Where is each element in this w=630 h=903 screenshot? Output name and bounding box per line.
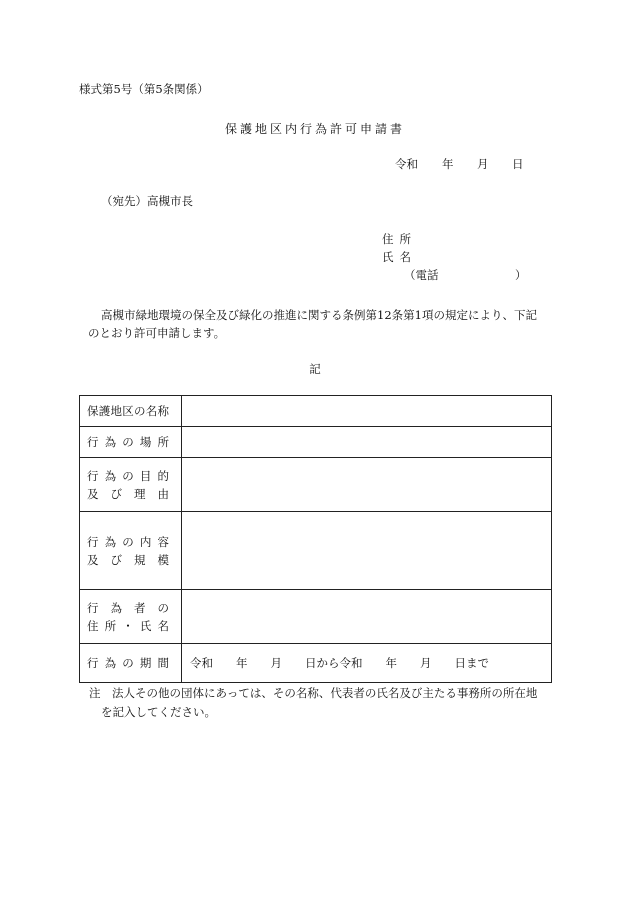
label-text: 行 為 の 目 的 xyxy=(87,468,169,483)
note-line2: を記入してください。 xyxy=(101,705,216,719)
label-text: 行 為 の 場 所 xyxy=(87,435,169,449)
applicant-phone-close: ） xyxy=(515,268,527,282)
applicant-phone-label: （電話 xyxy=(404,268,439,282)
table-row xyxy=(80,458,552,512)
form-number: 様式第5号（第5条関係） xyxy=(79,82,209,96)
table-row xyxy=(80,590,552,644)
body-text-line2: のとおり許可申請します。 xyxy=(88,326,226,340)
label-text: 行 為 者 の xyxy=(87,600,169,615)
body-text-line1: 高槻市緑地環境の保全及び緑化の推進に関する条例第12条第1項の規定により、下記 xyxy=(101,308,537,322)
table-row xyxy=(80,396,552,427)
addressee: （宛先）高槻市長 xyxy=(101,194,193,208)
document-title: 保護地区内行為許可申請書 xyxy=(224,122,405,136)
row-value[interactable] xyxy=(182,458,552,512)
row-label xyxy=(80,590,182,644)
period-text: 令和 年 月 日から令和 年 月 日まで xyxy=(190,656,489,670)
label-text: 行 為 の 内 容 xyxy=(87,534,169,549)
row-label xyxy=(80,427,182,458)
row-value[interactable] xyxy=(182,396,552,427)
date-year-label: 年 xyxy=(442,157,454,171)
table-row xyxy=(80,644,552,683)
date-day-label: 日 xyxy=(512,157,524,171)
label-text: 保 護 地 区 の 名 称 xyxy=(87,404,169,418)
row-label xyxy=(80,512,182,590)
row-value[interactable] xyxy=(182,644,552,683)
row-label xyxy=(80,644,182,683)
note-line1: 注 法人その他の団体にあっては、その名称、代表者の氏名及び主たる事務所の所在地 xyxy=(89,686,538,700)
label-text: 及 び 理 由 xyxy=(87,486,169,501)
table-row xyxy=(80,427,552,458)
date-month-label: 月 xyxy=(477,157,489,171)
row-label xyxy=(80,458,182,512)
label-text: 行 為 の 期 間 xyxy=(87,656,169,670)
row-label xyxy=(80,396,182,427)
application-table xyxy=(79,395,552,683)
row-value[interactable] xyxy=(182,427,552,458)
label-text: 及 び 規 模 xyxy=(87,552,169,567)
ki-heading: 記 xyxy=(309,362,321,376)
row-value[interactable] xyxy=(182,512,552,590)
applicant-address-label: 住所 xyxy=(382,232,417,246)
applicant-name-label: 氏名 xyxy=(382,250,417,264)
table-row xyxy=(80,512,552,590)
date-era: 令和 xyxy=(395,157,418,171)
label-text: 住 所 ・ 氏 名 xyxy=(87,618,169,633)
row-value[interactable] xyxy=(182,590,552,644)
